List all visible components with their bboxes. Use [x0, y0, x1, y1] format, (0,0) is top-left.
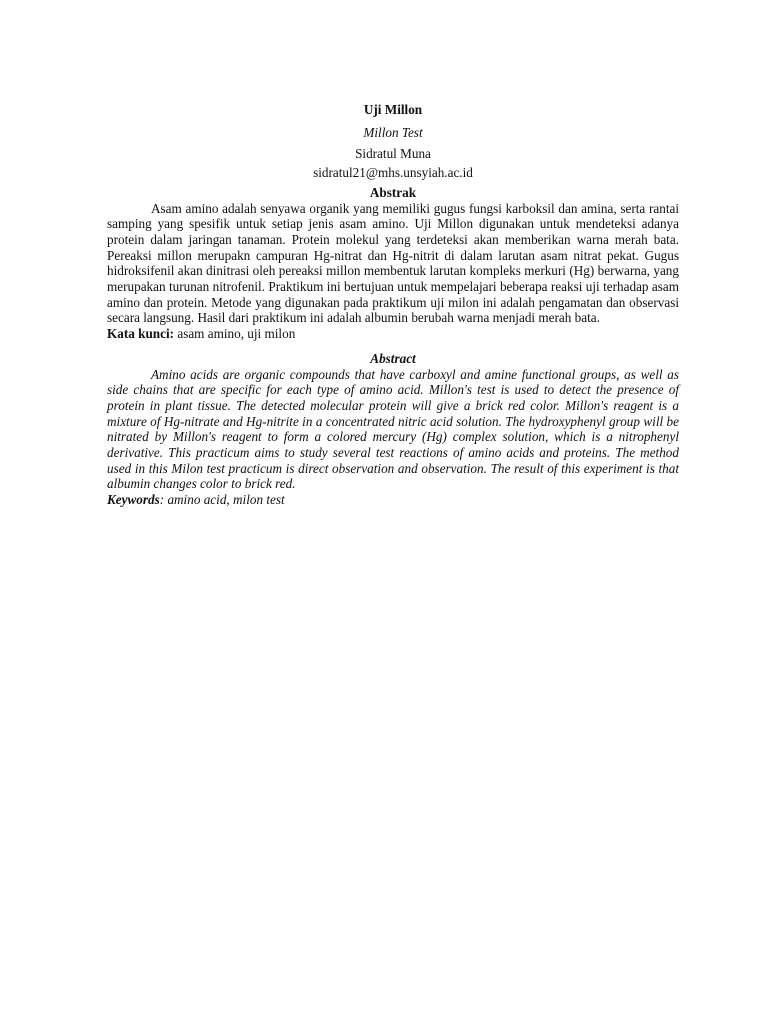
abstrak-heading: Abstrak	[369, 184, 417, 200]
abstract-keywords-label: Keywords	[107, 492, 160, 508]
author-name: Sidratul Muna	[355, 146, 431, 162]
abstract-heading: Abstract	[370, 350, 416, 366]
paper-subtitle: Millon Test	[363, 124, 423, 140]
abstract-body: Amino acids are organic compounds that have carboxyl and amine functional groups, as well as side chains that are specific for each type of amino acid. Millon's test is used to detect the presence of protein in plant tissue. The detected molecular protein will give a brick red color. Millon's reagent is a mixture of Hg-nitrate and Hg-nitrite in a concentrated nitric acid solution. The hydroxyphenyl group will be nitrated by Millon's reagent to form a colored mercury (Hg) complex solution, which is a nitrophenyl derivative. This practicum aims to study several test reactions of amino acids and proteins. The method used in this Milon test practicum is direct observation and observation. The result of this experiment is that albumin changes color to brick red.	[107, 366, 679, 492]
abstrak-keywords	[107, 326, 679, 342]
abstract-keywords	[107, 492, 679, 508]
document-page	[107, 102, 679, 508]
abstrak-keywords-label: Kata kunci:	[107, 326, 175, 342]
abstrak-body: Asam amino adalah senyawa organik yang memiliki gugus fungsi karboksil dan amina, serta rantai samping yang spesifik untuk setiap jenis asam amino. Uji Millon digunakan untuk mendeteksi adanya protein dalam jaringan tanaman. Protein molekul yang terdeteksi akan memberikan warna merah bata. Pereaksi millon merupakn campuran Hg-nitrat dan Hg-nitrit di dalam larutan asam nitrat pekat. Gugus hidroksifenil akan dinitrasi oleh pereaksi millon membentuk larutan kompleks merkuri (Hg) berwarna, yang merupakan turunan nitrofenil. Praktikum ini bertujuan untuk mempelajari beberapa reaksi uji terhadap asam amino dan protein. Metode yang digunakan pada praktikum uji milon ini adalah pengamatan dan observasi secara langsung. Hasil dari praktikum ini adalah albumin berubah warna menjadi merah bata.	[107, 200, 679, 326]
abstrak-keywords-text: asam amino, uji milon	[174, 326, 296, 342]
paper-title: Uji Millon	[363, 102, 423, 117]
abstract-keywords-text: : amino acid, milon test	[159, 492, 285, 508]
author-email: sidratul21@mhs.unsyiah.ac.id	[313, 165, 473, 181]
